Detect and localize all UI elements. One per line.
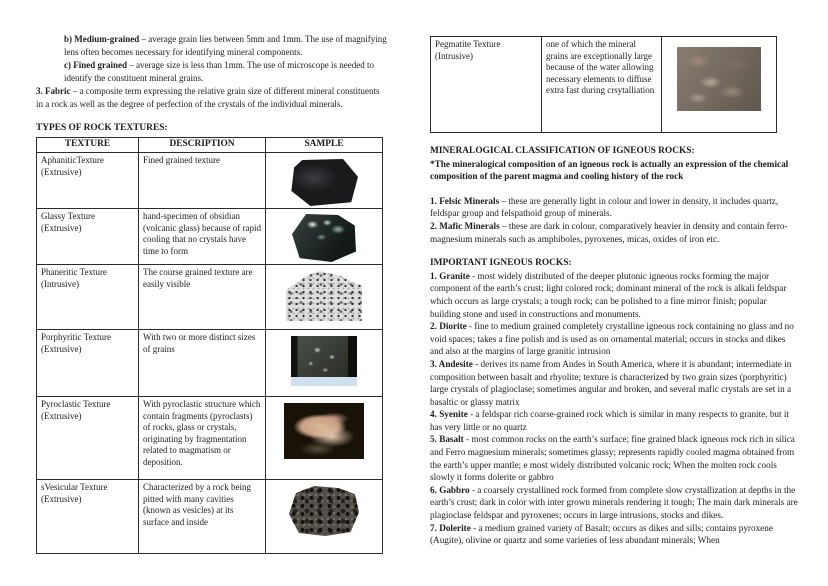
paragraph-text: - most common rocks on the earth’s surface; fine grained black igneous rock rich in silica and Ferro magnesium minerals; sometimes glassy; represents rapidly cooled magma obtained from the earth’s upper mantle; e most widely distributed volcanic rock; When the molten rock cools slowly it forms dolerite or gabbro [430, 434, 795, 483]
gabbro-paragraph [430, 484, 798, 522]
texture-type: (Extrusive) [41, 343, 82, 354]
pyroclastic-tan-rock-image [284, 403, 364, 459]
paragraph-lead-bold: 4. Syenite [430, 409, 468, 420]
description-cell: Characterized by a rock being pitted with many cavities (known as vesicles) at its surface and inside [139, 480, 266, 554]
description-cell: With two or more distinct sizes of grains [139, 330, 266, 397]
paragraph-text: - fine to medium grained completely crystalline igneous rock containing no glass and no void spaces; takes a fine polish and is used as on ornamental material; occurs in stocks and dikes and also at the margins of large granitic intrusion [430, 321, 794, 357]
paragraph-lead-bold: 5. Basalt [430, 434, 464, 445]
left-page-column [36, 33, 388, 554]
description-cell: With pyroclastic structure which contain fragments (pyroclasts) of rocks, glass or crystals, originating by fragmentation related to magmatism or deposition. [139, 397, 266, 480]
paragraph-lead-bold: 1. Felsic Minerals [430, 195, 500, 206]
texture-name: Pegmatite Texture [435, 39, 501, 49]
texture-name: Phaneritic Texture [41, 267, 107, 277]
texture-name: sVesicular Texture [41, 482, 108, 492]
important-igneous-rocks-heading: IMPORTANT IGNEOUS ROCKS: [430, 258, 572, 269]
paragraph-text: – these are generally light in colour and lower in density, it includes quartz, feldspar group and felspathoid group of minerals. [430, 195, 779, 219]
felsic-minerals-paragraph [430, 195, 798, 220]
texture-cell [37, 209, 139, 265]
obsidian-glassy-rock-image [292, 214, 356, 262]
speckled-granite-rock-image [286, 271, 362, 321]
texture-type: (Intrusive) [41, 278, 79, 289]
paragraph-text: – average size is less than 1mm. The use of microscope is needed to identify the constituent mineral grains. [64, 60, 375, 83]
texture-cell [37, 397, 139, 480]
texture-type: (Intrusive) [435, 50, 473, 61]
paragraph-lead-bold: c) Fined grained [64, 60, 127, 70]
table-row-porphyritic [37, 330, 383, 397]
table-row-aphanitic [37, 153, 383, 209]
paragraph-fabric [36, 85, 388, 111]
pegmatite-rock-image [677, 47, 761, 111]
right-page-column [430, 34, 798, 547]
paragraph-fined-grained [64, 59, 388, 85]
vesicular-porous-rock-image [289, 486, 359, 536]
texture-name: AphaniticTexture [41, 155, 104, 165]
mineralogical-classification-heading: MINERALOGICAL CLASSIFICATION OF IGNEOUS ROCKS: [430, 146, 695, 156]
texture-cell [37, 265, 139, 330]
paragraph-text: - derives its name from Andes in South America, where it is abundant; intermediate in composition between basalt and rhyolite; texture is characterized by two grain sizes (porphyritic) large crystals of plagioclase; sometimes angular and broken, and several mafic crystals are set in a basaltic or glassy matrix [430, 358, 792, 407]
paragraph-text: - a feldspar rich coarse-grained rock which is similar in many respects to granite, but it has very little or no quartz [430, 409, 789, 432]
syenite-paragraph [430, 408, 798, 433]
porphyritic-spotted-rock-image [291, 336, 357, 386]
paragraph-text: - a medium grained variety of Basalt; occurs as dikes and sills; contains pyroxene (Augite), olivine or quartz and some varieties of less abundant minerals; When [430, 522, 773, 546]
rock-textures-table-title: TYPES OF ROCK TEXTURES: [36, 123, 168, 133]
dolerite-paragraph [430, 522, 798, 547]
paragraph-lead-bold: 6. Gabbro [430, 484, 470, 495]
paragraph-lead-bold: b) Medium-grained [64, 34, 140, 44]
texture-type: (Extrusive) [41, 222, 82, 233]
rock-textures-table [36, 137, 383, 554]
texture-name: Pyroclastic Texture [41, 399, 111, 409]
spacer [430, 183, 798, 195]
table-row-pegmatite [431, 37, 777, 133]
column-header-texture: TEXTURE [37, 138, 139, 153]
sample-cell [266, 397, 383, 480]
texture-cell [37, 153, 139, 209]
paragraph-lead-bold: 3. Andesite [430, 358, 473, 369]
paragraph-lead-bold: 2. Diorite [430, 321, 467, 332]
sample-cell [266, 330, 383, 397]
description-cell: The course grained texture are easily visible [139, 265, 266, 330]
granite-paragraph [430, 270, 798, 320]
sample-cell [266, 265, 383, 330]
texture-cell [431, 37, 542, 133]
texture-type: (Extrusive) [41, 166, 82, 177]
table-row-glassy [37, 209, 383, 265]
table-header-row [37, 138, 383, 153]
paragraph-text: – average grain lies between 5mm and 1mm. The use of magnifying lens often becomes necessary for identifying mineral components. [64, 34, 387, 57]
diorite-paragraph [430, 320, 798, 358]
description-cell: Fined grained texture [139, 153, 266, 209]
mafic-minerals-paragraph [430, 220, 798, 245]
sample-cell [662, 37, 777, 133]
table-row-pyroclastic [37, 397, 383, 480]
description-cell: one of which the mineral grains are exceptionally large because of the water allowing necessary elements to diffuse extra fast during crsytalliation [542, 37, 662, 133]
texture-type: (Extrusive) [41, 493, 82, 504]
texture-cell [37, 480, 139, 554]
paragraph-text: - a coarsely crystallined rock formed from complete slow crystallization at depths in the earth’s crust; dark in color with inter grown minerals rendering it tough; The main dark minerals are plagioclase feldspar and pyroxenes; occurs in large intrusions, stocks and dikes. [430, 484, 798, 521]
paragraph-lead-bold: 2. Mafic Minerals [430, 220, 500, 231]
black-aphanitic-rock-image [290, 159, 358, 206]
description-cell: hand-specimen of obsidian (volcanic glass) because of rapid cooling that no crystals have time to form [139, 209, 266, 265]
paragraph-text: - most widely distributed of the deeper plutonic igneous rocks forming the major component of the earth’s crust; light colored rock; dominant mineral of the rock is alkali feldspar which occurs as large crystals; a tough rock; can be polished to a fine mirror finish; popular building stone and used in constructions and monuments. [430, 270, 787, 319]
basalt-paragraph [430, 433, 798, 483]
column-header-sample: SAMPLE [266, 138, 383, 153]
andesite-paragraph [430, 358, 798, 408]
paragraph-lead-bold: 1. Granite [430, 270, 470, 281]
paragraph-text: – a composite term expressing the relative grain size of different mineral constituents in a rock as well as the degree of perfection of the crystals of the individual minerals. [36, 86, 380, 109]
table-row-vesicular [37, 480, 383, 554]
paragraph-lead-bold: 7. Dolerite [430, 522, 471, 533]
column-header-description: DESCRIPTION [139, 138, 266, 153]
sample-cell [266, 480, 383, 554]
paragraph-medium-grained [64, 33, 388, 59]
texture-name: Glassy Texture [41, 211, 95, 221]
mineralogical-subheading: *The mineralogical composition of an igneous rock is actually an expression of the chemical composition of the parent magma and cooling history of the rock [430, 158, 789, 182]
paragraph-lead-bold: 3. Fabric [36, 86, 71, 96]
paragraph-text: – these are dark in colour, comparatively heavier in density and contain ferro-magnesium minerals such as amphiboles, pyroxenes, micas, oxides of iron etc. [430, 220, 788, 244]
texture-type: (Extrusive) [41, 410, 82, 421]
pegmatite-table [430, 36, 777, 133]
sample-cell [266, 153, 383, 209]
texture-name: Porphyritic Texture [41, 332, 111, 342]
table-row-phaneritic [37, 265, 383, 330]
sample-cell [266, 209, 383, 265]
texture-cell [37, 330, 139, 397]
